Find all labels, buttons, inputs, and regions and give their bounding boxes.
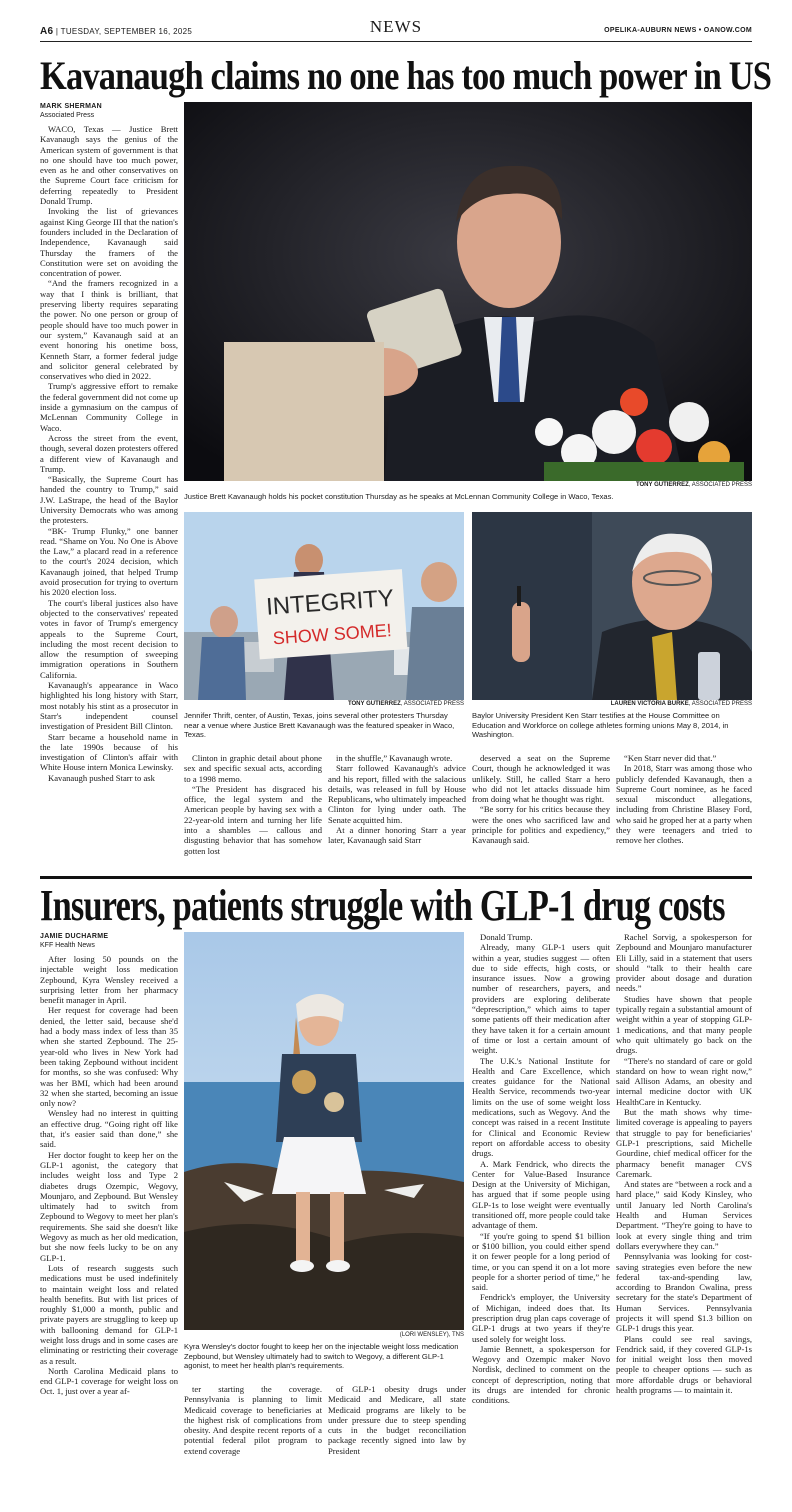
story1-main-photo-credit	[184, 482, 752, 488]
folio-rule	[40, 41, 752, 42]
page-number: A6	[40, 26, 54, 37]
paragraph: deserved a seat on the Supreme Court, though he acknowledged it was unlikely. Still, he called Starr a hero who did not let attacks dissuade him from doing what he thought was right.	[472, 753, 610, 805]
story1-protest-photo-credit	[184, 701, 464, 707]
paragraph: “And the framers recognized in a way that I think is brilliant, that preserving liberty requires separating the power. No one person or group of people should have too much power in our system,” Kavanaugh said at an event honoring his onetime boss, Kenneth Starr, a former federal judge and solicitor general celebrated by conservatives who died in 2022.	[40, 278, 178, 382]
paragraph: A. Mark Fendrick, who directs the Center for Value-Based Insurance Design at the University of Michigan, has argued that if some people using GLP-1s to lose weight were eventually transitioned off, more people could take advantage of them.	[472, 1158, 610, 1231]
credit-name: LAUREN VICTORIA BURKE	[610, 701, 689, 707]
paragraph: Studies have shown that people typically regain a substantial amount of weight within a year of stopping GLP-1 medications, and that many people who quit ultimately go back on the drugs.	[616, 993, 752, 1056]
paragraph: Donald Trump.	[480, 932, 533, 942]
credit-agency: , ASSOCIATED PRESS	[688, 701, 752, 707]
story2-photo-caption: Kyra Wensley's doctor fought to keep her on the injectable weight loss medication Zepbound, but Wensley ultimately had to switch to Wegovy, a different GLP-1 agonist, to meet her health plan's requirements.	[184, 1342, 459, 1371]
story1-byline	[40, 102, 180, 120]
story1-column-2	[184, 753, 322, 868]
credit-name: TONY GUTIERREZ	[347, 701, 401, 707]
paragraph: “BK- Trump Flunky,” one banner read. “Shame on You. No One is Above the Law,” a placard read in a reference to the court's 2024 decision, which Kavanaugh joined, that helped Trump avoid prosecution for trying to overturn his 2020 election loss.	[40, 525, 178, 598]
paragraph: Starr followed Kavanaugh's advice and his report, filled with the salacious details, was released in full by House Republicans, who ultimately impeached Clinton for lying under oath. The Senate acquitted him.	[328, 763, 466, 825]
story1-column-3	[328, 753, 466, 868]
story1-starr-photo-credit	[472, 701, 752, 707]
paragraph: At a dinner honoring Starr a year later, Kavanaugh said Starr	[328, 825, 466, 846]
paragraph: In 2018, Starr was among those who publicly defended Kavanaugh, then a Supreme Court nominee, as he faced sexual misconduct allegations, including from Christine Blasey Ford, who said he groped her at a party when they were teenagers and tried to remove her clothes.	[616, 763, 752, 846]
sign-text-2: SHOW SOME!	[272, 620, 393, 649]
story2-photo-credit: (LORI WENSLEY), TNS	[399, 1332, 464, 1338]
story2-photo	[184, 932, 464, 1330]
story1-column-4	[472, 753, 610, 868]
story2-column-5	[616, 932, 752, 1472]
story2-column-3	[328, 1384, 466, 1472]
paragraph: Starr became a household name in the late 1990s because of his investigation of Clinton's affair with White House intern Monica Lewinsky.	[40, 731, 178, 773]
story2-author: JAMIE DUCHARME	[40, 933, 109, 940]
kyra-wensley-beach-image	[184, 932, 464, 1330]
story1-starr-photo	[472, 512, 752, 700]
credit-agency: , ASSOCIATED PRESS	[688, 482, 752, 488]
paragraph: Already, many GLP-1 users quit within a year, studies suggest — often due to side effects, high costs, or insurance issues. Now a growing number of researchers, payers, and providers are exploring deliberate “deprescription,” which aims to taper some patients off their medication after they have taken it for a certain amount of time or lost a certain amount of weight.	[472, 942, 610, 1056]
paragraph: Across the street from the event, though, several dozen protesters offered a different view of Kavanaugh and Trump.	[40, 432, 178, 474]
protest-image	[184, 512, 464, 700]
story2-column-4	[472, 932, 610, 1472]
issue-date: TUESDAY, SEPTEMBER 16, 2025	[60, 27, 193, 36]
paragraph: Her request for coverage had been denied, the letter said, because she'd had a body mass index of less than 35 when she started Zepbound. The 25-year-old who lives in New York had been taking Zepbound without incident for months, so she was confused: Why was her BMI, which had been around 32 when she started, becoming an issue only now?	[40, 1005, 178, 1109]
story1-starr-photo-caption: Baylor University President Ken Starr testifies at the House Committee on Education and Workforce on college athletes forming unions May 8, 2014, in Washington.	[472, 711, 729, 740]
paragraph: of GLP-1 obesity drugs under Medicaid and Medicare, all state Medicaid programs are likely to be under pressure due to steep spending cuts in the budget reconciliation package recently signed into law by President	[328, 1384, 466, 1456]
paragraph: The court's liberal justices also have objected to the conservatives' repeated votes in favor of Trump's emergency appeals to the Supreme Court, including the most recent decision to allow the resumption of sweeping immigration operations in Southern California.	[40, 597, 178, 680]
paragraph: Fendrick's employer, the University of Michigan, indeed does that. Its prescription drug plan caps coverage of GLP-1 drugs at two years if they're used solely for weight loss.	[472, 1292, 610, 1344]
story2-byline	[40, 932, 180, 950]
kavanaugh-speaking-image	[184, 102, 752, 481]
paragraph: Invoking the list of grievances against King George III that the nation's founders included in the Declaration of Independence, Kavanaugh said Thursday the framers of the Constitution were set on avoiding the concentration of power.	[40, 206, 178, 279]
credit-name: TONY GUTIERREZ	[635, 482, 689, 488]
paragraph: “Be sorry for his critics because they were the ones who sacrificed law and principle for politics and expediency,” Kavanaugh said.	[472, 804, 610, 846]
story2-column-1	[40, 954, 178, 1472]
paragraph: And states are “between a rock and a hard place,” said Kody Kinsley, who until January led North Carolina's Health and Human Services Department. “They're going to have to look at every single thing and trim dollars everywhere they can.”	[616, 1179, 752, 1251]
paragraph: ter starting the coverage. Pennsylvania is planning to limit Medicaid coverage to beneficiaries at the highest risk of complications from obesity. And despite recent reports of a potential federal pilot program to extend coverage	[184, 1384, 322, 1456]
story2-agency: KFF Health News	[40, 942, 95, 949]
paragraph: Rachel Sorvig, a spokesperson for Zepbound and Mounjaro manufacturer Eli Lilly, said in a statement that users should “talk to their health care provider about dosage and duration needs.”	[616, 932, 752, 994]
paragraph: Clinton in graphic detail about phone sex and specific sexual acts, according to a 1998 memo.	[184, 753, 322, 784]
story1-main-photo	[184, 102, 752, 481]
paragraph: “Basically, the Supreme Court has handed the country to Trump,” said J.W. LaStrape, the head of the Baylor University Democrats who was among the protesters.	[40, 474, 178, 526]
folio-left: A6 | TUESDAY, SEPTEMBER 16, 2025	[40, 26, 193, 37]
paragraph: Lots of research suggests such medications must be used indefinitely to maintain weight loss and related health benefits. But with list prices of roughly $1,000 a month, public and private payers are struggling to keep up with ballooning demand for GLP-1 weight loss drugs and in some cases are eliminating or restricting their coverage as a result.	[40, 1262, 178, 1366]
ken-starr-image	[472, 512, 752, 700]
section-name: NEWS	[369, 17, 423, 36]
paragraph: Kavanaugh pushed Starr to ask	[48, 772, 155, 783]
paragraph: But the math shows why time-limited coverage is appealing to payers that struggle to pay for beneficiaries' GLP-1 prescriptions, said Michelle Gourdine, chief medical officer for the pharmacy benefit manager CVS Caremark.	[616, 1107, 752, 1179]
story1-protest-photo-caption: Jennifer Thrift, center, of Austin, Texas, joins several other protesters Thursday near a venue where Justice Brett Kavanaugh was the featured speaker in Waco, Texas.	[184, 711, 455, 740]
paragraph: WACO, Texas — Justice Brett Kavanaugh says the genius of the American system of government is that no one should have too much power, even as he and other conservatives on the Supreme Court face criticism for deferring repeatedly to President Donald Trump.	[40, 124, 178, 207]
story1-main-photo-caption: Justice Brett Kavanaugh holds his pocket constitution Thursday as he speaks at McLennan Community College in Waco, Texas.	[184, 492, 614, 501]
story1-author: MARK SHERMAN	[40, 103, 102, 110]
paragraph: Kavanaugh's appearance in Waco highlighted his long history with Starr, most notably his stint as a prosecutor in Starr's independent counsel investigation of President Bill Clinton.	[40, 680, 178, 732]
paragraph: “There's no standard of care or gold standard on how to wean right now,” said Allison Adams, an obesity and internal medicine doctor with UK HealthCare in Kentucky.	[616, 1055, 752, 1107]
paragraph: Pennsylvania was looking for cost-saving strategies even before the new federal tax-and-spending law, according to Brandon Cwalina, press secretary for the state's Department of Human Services. Pennsylvania projects it will spend $1.3 billion on GLP-1 drugs this year.	[616, 1251, 752, 1334]
story2-column-2	[184, 1384, 322, 1472]
story1-column-5	[616, 753, 752, 868]
paragraph: Her doctor fought to keep her on the GLP-1 agonist, the category that includes weight loss and Type 2 diabetes drugs Ozempic, Wegovy, Mounjaro, and Zepbound. But Wensley ultimately had to switch from Zepbound to Wegovy to meet her plan's requirements. She said she doesn't like Wegovy as much as her old medication, but she now feels lucky to be on any GLP-1.	[40, 1149, 178, 1263]
story1-agency: Associated Press	[40, 112, 95, 119]
paper-name: OPELIKA-AUBURN NEWS • OANOW.COM	[604, 27, 752, 34]
paragraph: North Carolina Medicaid plans to end GLP-1 coverage for weight loss on Oct. 1, just over a year af-	[40, 1365, 178, 1397]
story2-headline: Insurers, patients struggle with GLP-1 drug costs	[40, 881, 725, 930]
page-folio	[40, 0, 752, 46]
story1-headline: Kavanaugh claims no one has too much power in US	[40, 53, 772, 98]
paragraph: “The President has disgraced his office, the legal system and the American people by having sex with a 22-year-old intern and turning her life into a shambles — callous and disgusting behavior that has somehow gotten lost	[184, 783, 322, 856]
story-separator	[40, 876, 752, 879]
paragraph: Wensley had no interest in quitting an effective drug. “Going right off like that, it's easier said than done,” she said.	[40, 1108, 178, 1150]
paragraph: Plans could see real savings, Fendrick said, if they covered GLP-1s for initial weight loss then moved people to cheaper options — such as more affordable drugs or behavioral health programs — to maintain it.	[616, 1333, 752, 1396]
paragraph: After losing 50 pounds on the injectable weight loss medication Zepbound, Kyra Wensley received a surprising letter from her pharmacy benefit manager in April.	[40, 954, 178, 1006]
paragraph: The U.K.'s National Institute for Health and Care Excellence, which creates guidance for the National Health Service, recommends two-year limits on the use of some weight loss medications, such as Wegovy. And the concept was raised in a recent Institute for Clinical and Economic Review report on affordable access to obesity drugs.	[472, 1055, 610, 1159]
paragraph: “Ken Starr never did that.”	[624, 753, 717, 763]
story1-protest-photo	[184, 512, 464, 700]
credit-agency: , ASSOCIATED PRESS	[400, 701, 464, 707]
sign-text-1: INTEGRITY	[265, 584, 395, 621]
paragraph: Trump's aggressive effort to remake the federal government did not come up inside a gymnasium on the campus of McLennan Community College in Waco.	[40, 381, 178, 433]
paragraph: “If you're going to spend $1 billion or $100 billion, you could either spend it on fewer people for a long period of time, or you can spend it on a lot more people for a shorter period of time,” he said.	[472, 1230, 610, 1293]
paragraph: Jamie Bennett, a spokesperson for Wegovy and Ozempic maker Novo Nordisk, declined to comment on the concept of deprescription, noting that its drugs are intended for chronic conditions.	[472, 1343, 610, 1406]
paragraph: in the shuffle,” Kavanaugh wrote.	[336, 753, 453, 763]
story1-column-1	[40, 124, 178, 876]
